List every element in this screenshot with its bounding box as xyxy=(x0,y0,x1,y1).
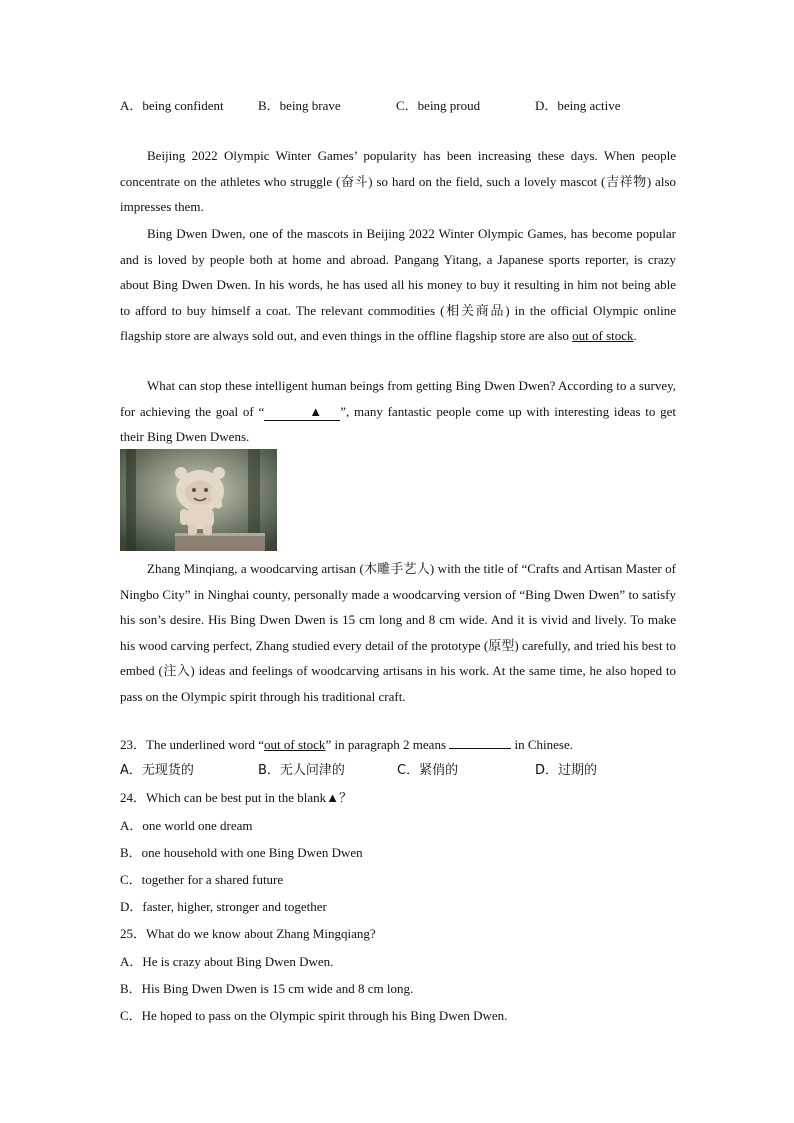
q23-option-a[interactable]: A．无现货的 xyxy=(120,763,194,778)
q24-option-d[interactable]: D．faster, higher, stronger and together xyxy=(120,899,327,914)
option-b: B．being brave xyxy=(258,98,341,113)
passage-paragraph-3 xyxy=(120,373,676,450)
question-23-options xyxy=(120,761,680,781)
question-23-stem xyxy=(120,734,680,755)
q25-option-c[interactable]: C．He hoped to pass on the Olympic spirit through his Bing Dwen Dwen. xyxy=(120,1008,508,1023)
paragraph-2-text: Bing Dwen Dwen, one of the mascots in Beijing 2022 Winter Olympic Games, has become popular and is loved by people both at home and abroad. Pangang Yitang, a Japanese sports reporter, is crazy about Bing Dwen Dwen. In his words, he has used all his money to buy it resulting in him not being able to afford to buy himself a coat. The relevant commodities (相关商品) in the official Olympic online flagship store are always sold out, and even things in the offline flagship store are also xyxy=(120,226,676,343)
q23-option-b[interactable]: B．无人问津的 xyxy=(258,763,345,778)
woodcarving-photo xyxy=(120,449,277,551)
q23-stem-text: 23．The underlined word “ xyxy=(120,737,265,752)
q23-stem-middle: ” in paragraph 2 means xyxy=(325,737,450,752)
underlined-phrase: out of stock xyxy=(572,328,634,343)
q23-option-d[interactable]: D．过期的 xyxy=(535,763,598,778)
passage-paragraph-1: Beijing 2022 Olympic Winter Games’ popularity has been increasing these days. When people concentrate on the athletes who struggle (奋斗) so hard on the field, such a lovely mascot (吉祥物) also impresses them. xyxy=(120,148,676,214)
option-a: A．being confident xyxy=(120,98,224,113)
q24-option-b[interactable]: B．one household with one Bing Dwen Dwen xyxy=(120,845,363,860)
blank-marker: ▲ xyxy=(264,404,340,421)
option-d: D．being active xyxy=(535,98,621,113)
question-25-stem: 25．What do we know about Zhang Mingqiang? xyxy=(120,926,376,941)
previous-question-options xyxy=(120,96,680,116)
q25-option-a[interactable]: A．He is crazy about Bing Dwen Dwen. xyxy=(120,954,334,969)
paragraph-2-end: . xyxy=(633,328,637,343)
q25-option-b[interactable]: B．His Bing Dwen Dwen is 15 cm wide and 8 cm long. xyxy=(120,981,414,996)
q23-underlined-phrase: out of stock xyxy=(264,737,326,752)
option-c: C．being proud xyxy=(396,98,481,113)
question-24-stem: 24．Which can be best put in the blank▲？ xyxy=(120,790,353,805)
paragraph-3-end: ”, many fantastic people come up with interesting ideas to get their Bing Dwen Dwens. xyxy=(120,403,676,444)
q24-option-c[interactable]: C．together for a shared future xyxy=(120,872,284,887)
passage-paragraph-2 xyxy=(120,221,676,349)
q23-stem-end: in Chinese. xyxy=(511,737,573,752)
q23-answer-blank[interactable] xyxy=(449,734,511,749)
q23-option-c[interactable]: C．紧俏的 xyxy=(397,763,459,778)
q24-option-a[interactable]: A．one world one dream xyxy=(120,818,253,833)
paragraph-3-text: What can stop these intelligent human beings from getting Bing Dwen Dwen? According to a survey, for achieving the goal of “ xyxy=(120,378,676,419)
bing-dwen-dwen-carving-icon xyxy=(120,449,277,551)
passage-paragraph-4: Zhang Minqiang, a woodcarving artisan (木雕手艺人) with the title of “Crafts and Artisan Master of Ningbo City” in Ninghai county, personally made a woodcarving version of “Bing Dwen Dwen” to satisfy his son’s desire. His Bing Dwen Dwen is 15 cm long and 8 cm wide. And it is vivid and lively. To make his wood carving perfect, Zhang studied every detail of the prototype (原型) carefully, and tried his best to embed (注入) ideas and feelings of woodcarving artisans in his work. At the same time, he also hoped to pass on the Olympic spirit through his traditional craft. xyxy=(120,561,676,704)
